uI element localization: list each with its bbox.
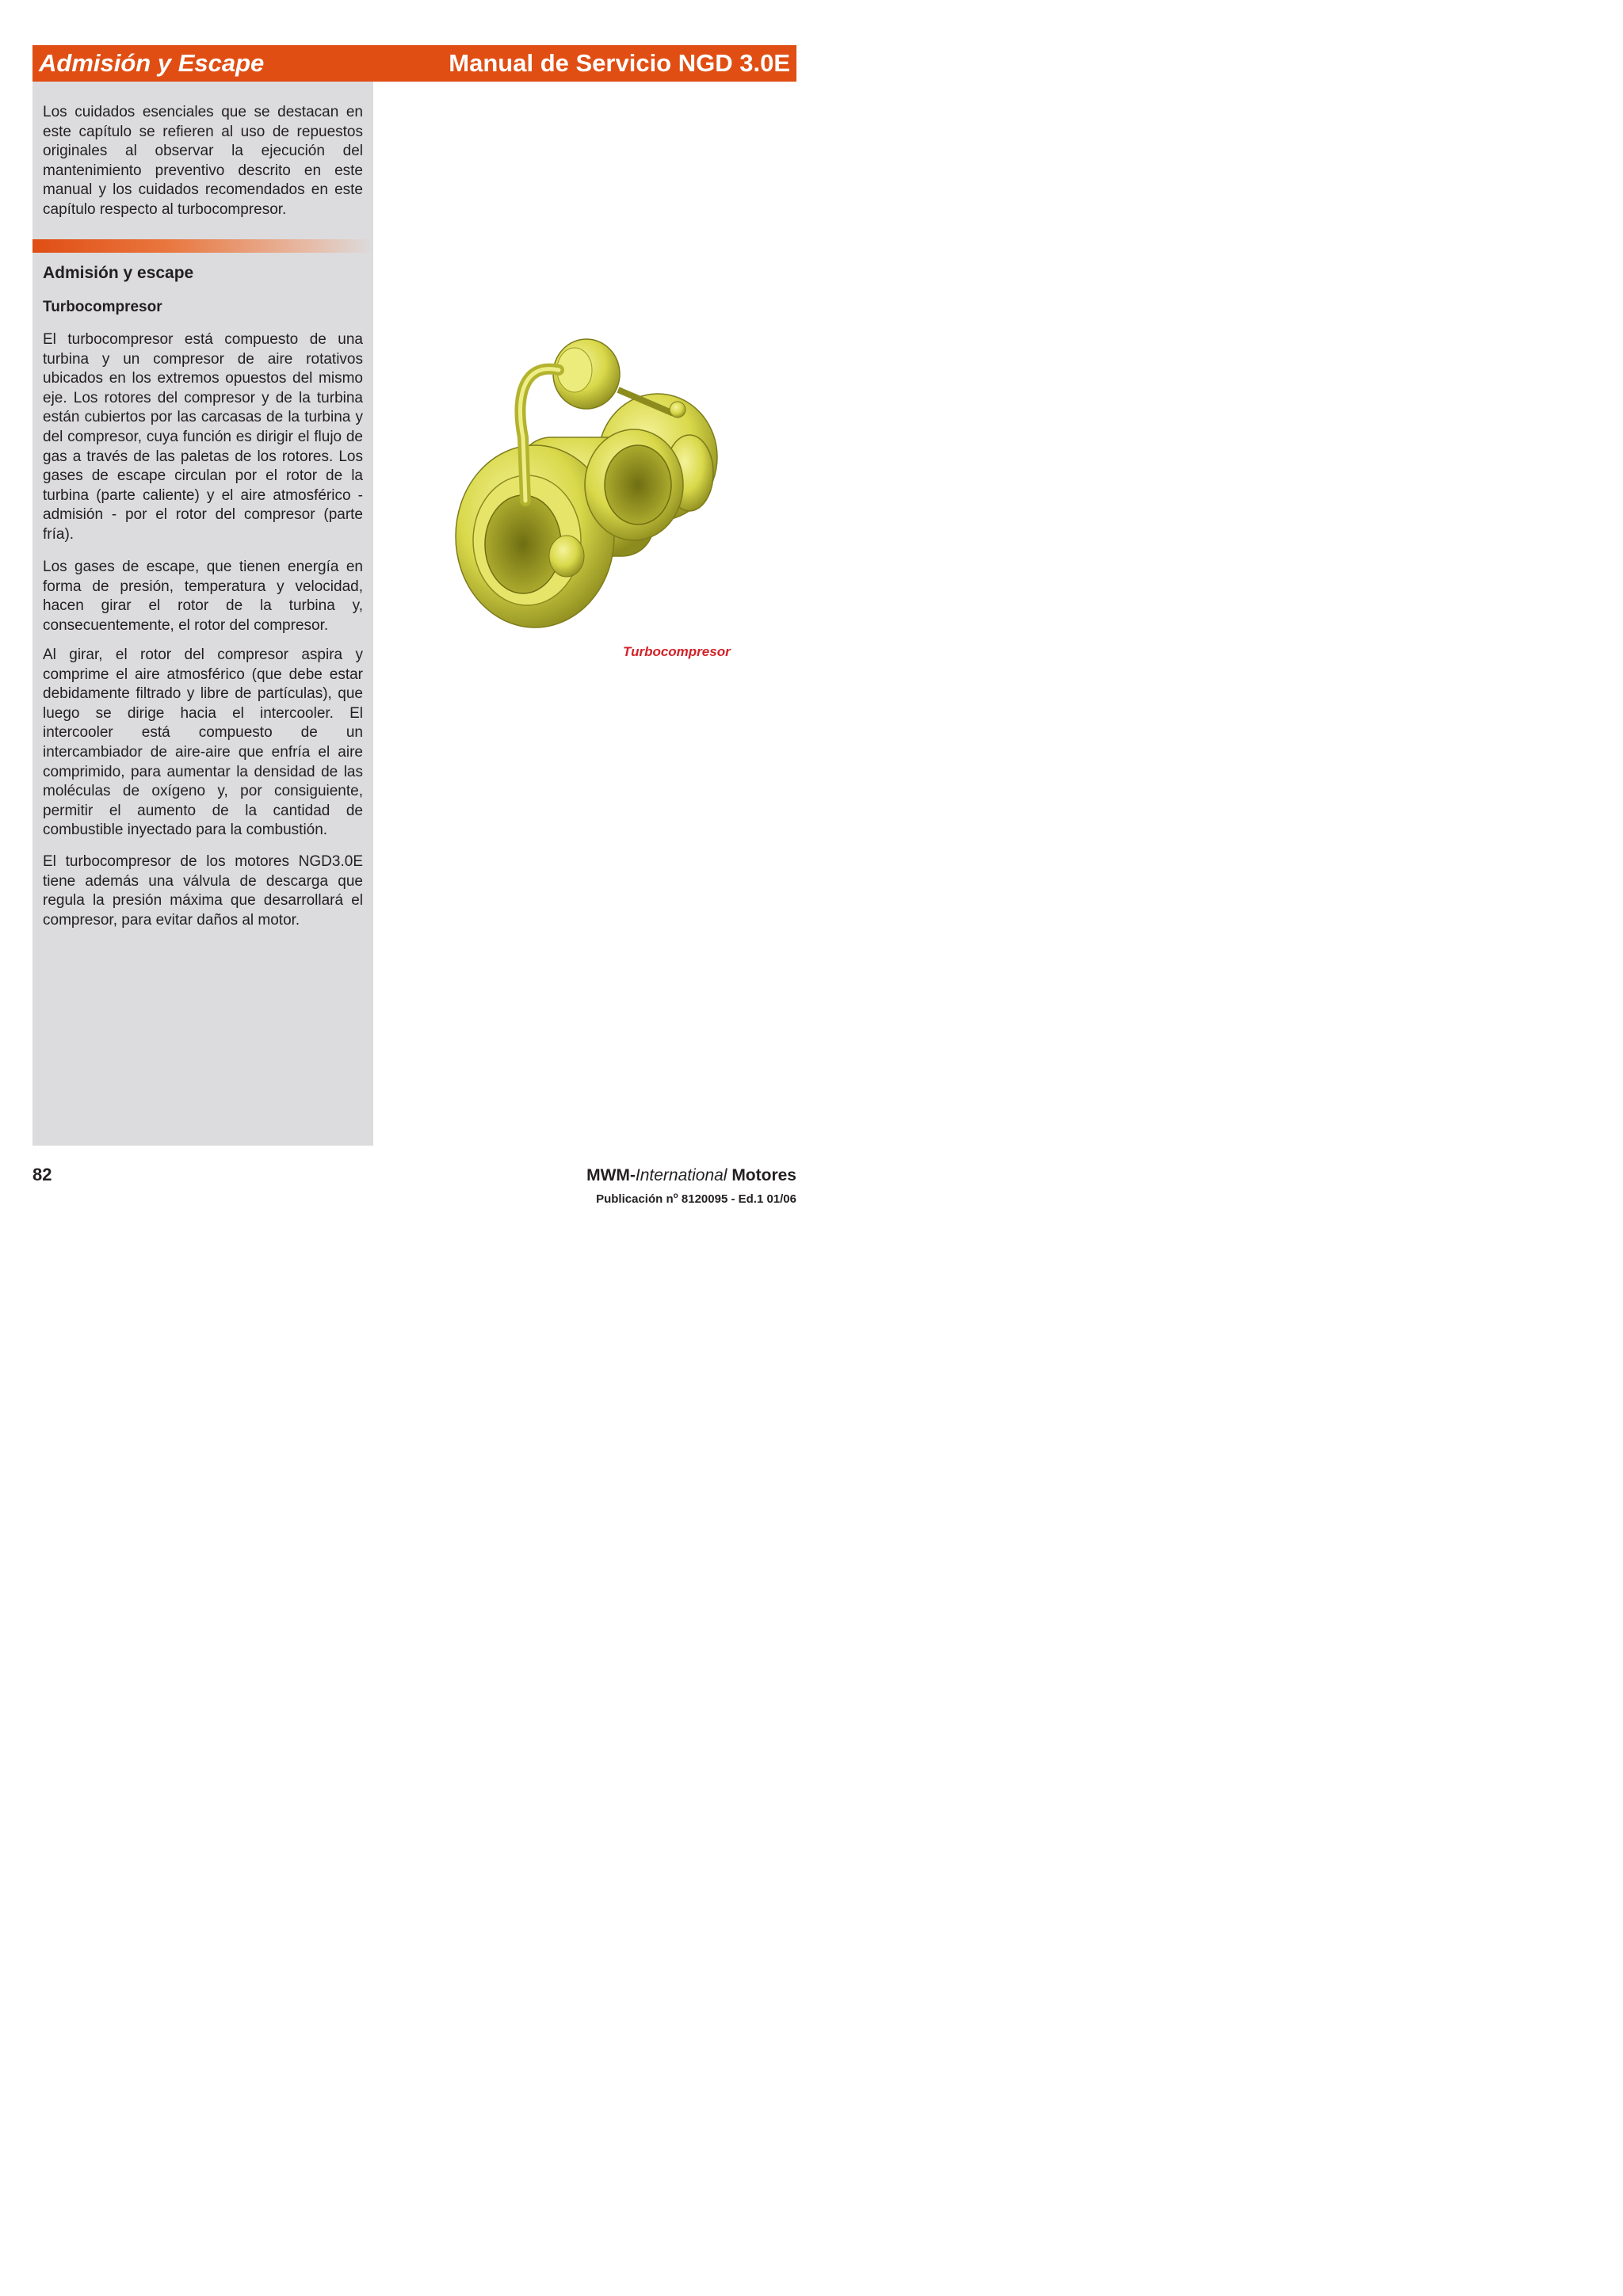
subsection-heading: Turbocompresor: [43, 299, 162, 315]
publisher-name: [586, 1165, 796, 1186]
publisher-prefix: MWM-: [586, 1166, 636, 1184]
body-paragraph: El turbocompresor de los motores NGD3.0E tiene además una válvula de descarga que regula la presión máxima que desarrollará el compresor, para evitar daños al motor.: [43, 853, 363, 929]
intro-paragraph: Los cuidados esenciales que se destacan en este capítulo se refieren al uso de repuestos originales al observar la ejecución del mantenimiento preventivo descrito en este manual y los cuidados recomendados en este capítulo respecto al turbocompresor.: [43, 104, 363, 218]
publisher-suffix: Motores: [727, 1166, 796, 1184]
housing-boss: [549, 536, 584, 577]
publisher-italic: International: [635, 1166, 727, 1184]
body-paragraph: Los gases de escape, que tienen energía en forma de presión, temperatura y velocidad, hacen girar el rotor de la turbina y, consecuentemente, el rotor del compresor.: [43, 559, 363, 634]
page-number: 82: [32, 1165, 52, 1184]
section-heading: Admisión y escape: [43, 264, 194, 282]
body-paragraph: Al girar, el rotor del compresor aspira y comprime el aire atmosférico (que debe estar debidamente filtrado y libre de partículas), que luego se dirige hacia el intercooler. El intercooler está compuesto de un intercambiador de aire-aire que enfría el aire comprimido, para aumentar la densidad de las moléculas de oxígeno y, por consiguiente, permitir el aumento de la cantidad de combustible inyectado para la combustión.: [43, 646, 363, 839]
figure-caption: Turbocompresor: [623, 644, 731, 659]
publication-suffix: 8120095 - Ed.1 01/06: [678, 1192, 796, 1206]
body-paragraph: El turbocompresor está compuesto de una turbina y un compresor de aire rotativos ubicados en los extremos opuestos del mismo eje. Los rotores del compresor y de la turbina están cubiertos por las carcasas de la turbina y del compresor, cuya función es dirigir el flujo de gas a través de las paletas de los rotores. Los gases de escape circulan por el rotor de la turbina (parte caliente) y el aire atmosférico - admisión - por el rotor del compresor (parte fría).: [43, 331, 363, 543]
publication-prefix: Publicación n: [596, 1192, 674, 1206]
publication-info: [596, 1188, 796, 1207]
manual-title: Manual de Servicio NGD 3.0E: [449, 49, 790, 77]
gradient-divider: [32, 239, 373, 253]
actuator-linkage: [670, 402, 685, 418]
compressor-inlet: [485, 495, 561, 593]
publication-sup: o: [673, 1192, 678, 1200]
section-title: Admisión y Escape: [39, 49, 265, 77]
turbocharger-illustration: [448, 326, 749, 643]
